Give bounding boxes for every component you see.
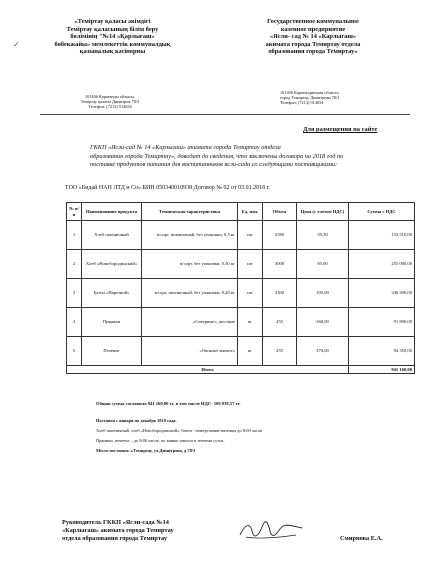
- table-header-cell: № п/п: [67, 203, 82, 221]
- cell-spec: в/сорт, пшеничный, без упаковки, 0,5 кг: [142, 221, 238, 250]
- cell-spec: в/сорт, без упаковки, 0,50 кг: [142, 250, 238, 279]
- cell-volume: 2580: [263, 221, 297, 250]
- left-address-line: 101406 Қарағанды облысы,: [84, 94, 136, 99]
- right-address-line: город Темиртау, Димитрова 78/3: [280, 95, 340, 101]
- cell-spec: «Северные», весовые: [142, 308, 238, 337]
- signature-line: «Карлыгаш» акимата города Темиртау: [62, 527, 174, 534]
- table-header-cell: Наименование продукта: [82, 203, 142, 221]
- intro-text: [90, 144, 408, 170]
- table-total-row: [67, 366, 415, 374]
- total-value: 941 160,00: [349, 366, 415, 374]
- cell-price: 85,00: [297, 250, 349, 279]
- handwritten-signature: [236, 519, 306, 541]
- cell-sum: 346 500,00: [349, 279, 415, 308]
- cell-price: 105,00: [297, 279, 349, 308]
- header-left-address: [60, 94, 160, 110]
- cell-unit: шт: [238, 279, 263, 308]
- header-left-line: Теміртау қаласының білім беру: [66, 25, 159, 33]
- cell-volume: 255: [263, 337, 297, 366]
- cell-price: 59,50: [297, 221, 349, 250]
- table-header-cell: Объем: [263, 203, 297, 221]
- cell-spec: в/сорт, пшеничный, без упаковки, 0,40 кг: [142, 279, 238, 308]
- summary-line: Общая сумма составила 941 160,00 тг, в том числе НДС- 100 838,57 тг.: [96, 401, 241, 406]
- table-header-cell: Сумма с НДС: [349, 203, 415, 221]
- table-header-cell: Ед. изм.: [238, 203, 263, 221]
- right-address-line: Телефон: (7213) 914654: [280, 100, 324, 106]
- cell-name: Пряники: [82, 308, 142, 337]
- cell-sum: 94 350,00: [349, 337, 415, 366]
- right-address-line: 101406 Карагандинская область,: [280, 90, 340, 95]
- cell-name: Печенье: [82, 337, 142, 366]
- cell-sum: 255 000,00: [349, 250, 415, 279]
- header-right-address: [280, 90, 390, 106]
- cell-unit: шт: [238, 221, 263, 250]
- header-left-line: бөбекжайы» мемлекеттік коммуналдық: [54, 40, 171, 48]
- cell-sum: 153 510,00: [349, 221, 415, 250]
- supply-table: [66, 202, 415, 374]
- signature-line: Руководитель ГККП «Ясли-сада №14: [62, 519, 169, 526]
- header-right-line: акимата города Темиртау отдела: [265, 40, 361, 48]
- delivery-note: Хлеб пшеничный, хлеб «Новобородинский», батон - понедельник-пятница до 8:00 часов: [96, 428, 263, 433]
- cell-n: 3: [67, 279, 82, 308]
- delivery-note: Пряники, печенье – до 8:00 часов, по заявке завхоза в течении суток.: [96, 438, 225, 443]
- cell-n: 1: [67, 221, 82, 250]
- header-right-org: [228, 18, 398, 56]
- cell-n: 5: [67, 337, 82, 366]
- cell-unit: шт: [238, 250, 263, 279]
- delivery-notes: [96, 418, 406, 458]
- cell-name: Хлеб пшеничный: [82, 221, 142, 250]
- cell-volume: 3300: [263, 279, 297, 308]
- table-header-cell: Цена (с учетом НДС): [297, 203, 349, 221]
- cell-n: 4: [67, 308, 82, 337]
- intro-line: ГККП «Ясли-сад № 14 «Карлыгаш» акимата города Темиртау отдела: [90, 144, 281, 151]
- cell-unit: кг: [238, 308, 263, 337]
- contract-line: ТОО «Бидай НАН ЛТД и Со» БИН 050340010938 Договор № 02 от 03.01.2018 г.: [65, 185, 270, 191]
- table-row: [67, 250, 415, 279]
- delivery-note: Место поставки: г.Темиртау, ул.Димитрова, д.78/3: [96, 448, 196, 453]
- cell-price: 370,00: [297, 337, 349, 366]
- cell-spec: «Овсяное мягкое»: [142, 337, 238, 366]
- signature-line: отдела образования города Темиртау: [62, 535, 167, 542]
- table-row: [67, 308, 415, 337]
- header-left-org: [30, 18, 195, 56]
- signatory-name: Смирнова Е.А.: [340, 535, 383, 542]
- left-address-line: Телефон: (7213) 914654: [88, 104, 132, 110]
- cell-price: 360,00: [297, 308, 349, 337]
- cell-volume: 3000: [263, 250, 297, 279]
- header-left-line: қазыналық кәсіпорны: [79, 48, 146, 56]
- placement-note: Для размещения на сайте: [303, 126, 378, 133]
- cell-volume: 255: [263, 308, 297, 337]
- cell-unit: кг: [238, 337, 263, 366]
- cell-n: 2: [67, 250, 82, 279]
- header-right-line: образования города Темиртау»: [268, 48, 358, 56]
- intro-line: образования города Темиртау», доводит до сведения, что заключены договора на 2018 год по: [90, 152, 344, 160]
- total-label: Итого: [67, 366, 349, 374]
- cell-sum: 91 800,00: [349, 308, 415, 337]
- header-right-line: Государственное коммунальное: [267, 18, 359, 25]
- left-address-line: Теміртау қаласы Димитров 78/3: [80, 99, 140, 105]
- header-right-line: казенное предприятие: [280, 25, 346, 33]
- cell-name: Батон «Нарезной»: [82, 279, 142, 308]
- table-header-row: [67, 203, 415, 221]
- table-row: [67, 279, 415, 308]
- table-header-cell: Техническая характеристика: [142, 203, 238, 221]
- delivery-note: Поставка с января по декабрь 2018 года.: [96, 418, 177, 423]
- header-left-line: «Теміртау қаласы әкімдігі: [74, 18, 151, 25]
- seal-mark: ✓: [13, 40, 20, 49]
- header-right-line: «Ясли- сад № 14 «Карлыгаш»: [269, 33, 357, 41]
- header-left-line: бөлімінің "№14 «Қарлығаш»: [70, 33, 155, 41]
- header-divider: [40, 114, 410, 115]
- cell-name: Хлеб «Новобородинский»: [82, 250, 142, 279]
- table-row: [67, 337, 415, 366]
- table-row: [67, 221, 415, 250]
- intro-line: поставке продуктов питания для воспитанников ясли-сада со следующими поставщиками:: [90, 161, 338, 169]
